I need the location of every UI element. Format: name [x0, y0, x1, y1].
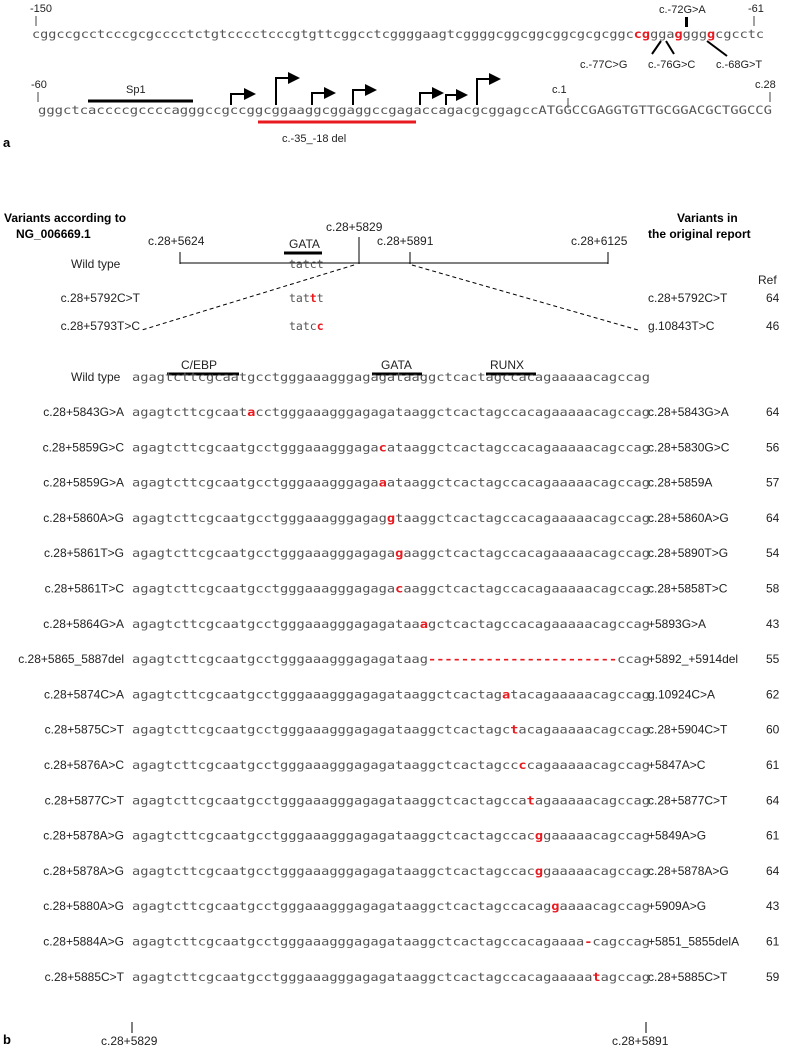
- reference-number: 61: [766, 934, 780, 949]
- wild-type-label: Wild type: [71, 370, 121, 384]
- reference-number: 59: [766, 969, 780, 984]
- row1-end-label: -61: [748, 3, 764, 15]
- mutated-base: a: [419, 616, 427, 631]
- sequence-segment: tatc: [289, 319, 317, 333]
- sequence-segment: cctgggaaagggagagataaggctcactagccacagaaaaacagccag: [255, 405, 588, 419]
- sequence-segment: agagtcttcgcaatgcctgggaaagggagagataaggctcactagcca: [132, 793, 465, 808]
- row2-start-label: -60: [31, 79, 47, 91]
- variant-right-label: c.28+5859A: [648, 475, 713, 490]
- top-wild-sequence: tatct: [289, 257, 324, 271]
- variant-left-label: c.28+5864G>A: [43, 616, 124, 631]
- top-wild-type-label: Wild type: [71, 257, 121, 271]
- panel-a-label: a: [3, 135, 11, 150]
- row1-start-label: -150: [30, 3, 53, 15]
- variant-76: c.-76G>C: [648, 59, 696, 71]
- variant-sequence: [132, 652, 650, 666]
- mutated-base: cg: [633, 27, 648, 41]
- sequence-segment: aaggctcactagccacagaaaaacagccag: [403, 581, 612, 596]
- mutated-base: -----------------------: [427, 652, 588, 667]
- c1-label: c.1: [552, 84, 567, 96]
- ref-header: Ref: [758, 273, 777, 287]
- sequence-segment: agagtcttcgcaatgcctgggaaagggagagataaggctcactagccac: [132, 863, 472, 878]
- variant-right-label: c.28+5904C>T: [648, 722, 728, 737]
- variant-left-label: c.28+5875C>T: [44, 722, 124, 737]
- variant-right-label: +5849A>G: [648, 828, 707, 843]
- variant-left-label: c.28+5861T>G: [43, 546, 124, 561]
- reference-number: 64: [766, 863, 780, 878]
- variant-right-label: +5893G>A: [648, 616, 707, 631]
- marker-76: [666, 41, 674, 54]
- sequence-segment: taaggctcactagccacagaaaaacagccag: [395, 510, 610, 525]
- mutated-base: c: [518, 758, 526, 772]
- zoom-line-right: [412, 265, 638, 330]
- variant-68: c.-68G>T: [716, 59, 763, 71]
- mutated-base: g: [395, 546, 403, 561]
- sequence-segment: cagccag: [592, 934, 641, 949]
- variant-right-label: c.28+5843G>A: [648, 405, 729, 419]
- sequence-segment: agagtcttcgcaatgcctgggaaagggagaga: [132, 546, 354, 561]
- tss-arrows: [231, 72, 501, 105]
- variant-rows: [18, 405, 779, 984]
- variant-left-label: c.28+5865_5887del: [18, 652, 124, 667]
- sequence-segment: ataaggctcactagccacagaaaaacagccag: [386, 440, 609, 455]
- tss-arrow-head: [324, 87, 336, 99]
- motif-runx-label: RUNX: [490, 358, 525, 372]
- variant-right-label: g.10843T>C: [648, 319, 715, 333]
- variant-left-label: c.28+5878A>G: [43, 863, 124, 878]
- sequence-segment: agagtcttcgcaatgcctgggaaagggagagataaggctcactagccac: [132, 828, 472, 843]
- variant-left-label: c.28+5860A>G: [43, 510, 124, 525]
- variant-sequence: [132, 970, 650, 984]
- variant-sequence: [289, 319, 324, 333]
- mutated-base: c: [378, 440, 386, 455]
- deletion-label: c.-35_-18 del: [282, 133, 347, 145]
- mutated-base: a: [247, 405, 255, 419]
- variant-left-label: c.28+5880A>G: [43, 899, 124, 914]
- motif-gata-label: GATA: [381, 358, 412, 372]
- mutated-base: g: [534, 828, 542, 843]
- sequence-segment: agagtcttcgcaatgcctgggaaagggaga: [132, 440, 340, 455]
- mutated-base: g: [551, 899, 559, 914]
- variant-right-label: c.28+5877C>T: [648, 793, 728, 808]
- variant-right-label: c.28+5878A>G: [648, 863, 729, 878]
- tss-arrow: [477, 79, 489, 105]
- mutated-base: g: [386, 510, 394, 525]
- bottom-label-5829: c.28+5829: [101, 1034, 158, 1048]
- variant-sequence: [132, 864, 650, 878]
- reference-number: 57: [766, 475, 780, 490]
- sequence-segment: agccag: [600, 969, 643, 984]
- mutated-base: a: [501, 687, 509, 702]
- sequence-segment: gaaaaacagccag: [543, 863, 634, 878]
- mutated-base: c: [316, 319, 324, 333]
- sequence-segment: cagaaaaacagccag: [526, 758, 631, 772]
- mutated-base: g: [707, 27, 714, 41]
- header-right-line1: Variants in: [677, 211, 738, 225]
- variant-sequence: [132, 687, 650, 701]
- variant-77: c.-77C>G: [580, 59, 628, 71]
- mutated-base: a: [378, 475, 386, 490]
- reference-number: 64: [766, 291, 780, 305]
- variant-sequence: [132, 582, 650, 596]
- motif-cebp-label: C/EBP: [181, 358, 218, 372]
- reference-number: 61: [766, 758, 780, 772]
- sequence-segment: agagtcttcgcaatgcctgggaaagggagagataaggctcactagccacag: [132, 899, 486, 914]
- mutated-base: t: [510, 722, 518, 737]
- sequence-segment: aaaacagccag: [559, 899, 636, 914]
- marker-72: [685, 17, 688, 27]
- pos-5624-label: c.28+5624: [148, 234, 205, 248]
- mutated-base: t: [309, 291, 317, 305]
- pos-5891-label: c.28+5891: [377, 234, 434, 248]
- reference-number: 62: [766, 687, 780, 702]
- sequence-segment: gga: [650, 27, 671, 41]
- mutated-base: g: [674, 27, 682, 41]
- sequence-segment: tat: [289, 291, 310, 305]
- tss-arrow-head: [489, 73, 501, 85]
- reference-number: 43: [766, 899, 780, 914]
- sequence-segment: ataaggctcactagccacagaaaaacagccag: [386, 475, 609, 490]
- reference-number: 54: [766, 546, 780, 561]
- variant-sequence: [132, 617, 650, 631]
- variant-sequence: [132, 899, 650, 913]
- variant-left-label: c.28+5877C>T: [44, 793, 124, 808]
- variant-sequence: [132, 546, 650, 560]
- header-right-line2: the original report: [648, 227, 751, 241]
- sequence-segment: ggg: [682, 27, 704, 41]
- variant-left-label: c.28+5843G>A: [43, 405, 124, 419]
- panel-b: [3, 211, 780, 1048]
- variant-right-label: c.28+5890T>G: [648, 546, 729, 561]
- header-left-line1: Variants according to: [4, 211, 127, 225]
- pos-6125-label: c.28+6125: [571, 234, 628, 248]
- variant-sequence: [132, 935, 650, 949]
- reference-number: 56: [766, 440, 780, 455]
- promoter-sequence: gggctcaccccgccccagggccgccggcggaaggcggaggccgagaccagacgcggagcc: [38, 103, 454, 117]
- header-left-line2: NG_006669.1: [16, 227, 91, 241]
- variant-right-label: c.28+5792C>T: [648, 291, 728, 305]
- variant-left-label: c.28+5792C>T: [60, 291, 140, 305]
- sequence-segment: agagtcttcgcaatgcctgggaaagggagagataag: [132, 652, 382, 667]
- marker-68: [707, 41, 727, 56]
- sequence-segment: agagtcttcgcaatgcctgggaaagggaga: [132, 475, 340, 490]
- variant-sequence: [132, 723, 650, 737]
- variant-sequence: [132, 793, 650, 807]
- variant-right-label: c.28+5830G>C: [648, 440, 730, 455]
- tss-arrow-head: [456, 89, 468, 101]
- mutated-base: c: [395, 581, 403, 596]
- row2-sequence: [38, 103, 772, 117]
- variant-right-label: +5892_+5914del: [648, 652, 739, 667]
- variant-left-label: c.28+5793T>C: [60, 319, 140, 333]
- tss-arrow-head: [365, 84, 377, 96]
- sequence-segment: agagtcttcgcaatgcctgggaaagggagagataaggctcactagccacagaaaa: [132, 934, 513, 949]
- reference-number: 58: [766, 581, 780, 596]
- variant-left-label: c.28+5861T>C: [44, 581, 124, 596]
- reference-number: 55: [766, 652, 780, 667]
- variant-sequence: [132, 405, 650, 419]
- sequence-segment: agaaaaacagccag: [534, 793, 632, 808]
- variant-left-label: c.28+5876A>C: [43, 758, 124, 772]
- variant-sequence: [132, 511, 650, 525]
- variant-left-label: c.28+5874C>A: [43, 687, 124, 702]
- wild-type-sequence: agagtcttcgcaatgcctgggaaagggagagataaggctcactagccacagaaaaacagccag: [132, 370, 650, 384]
- sp1-label: Sp1: [126, 84, 146, 96]
- tss-arrow-head: [432, 87, 444, 99]
- sequence-segment: tacagaaaaacagccag: [510, 687, 628, 702]
- variant-sequence: [289, 291, 324, 305]
- reference-number: 64: [766, 405, 780, 419]
- sequence-segment: agagtcttcgcaat: [132, 405, 229, 419]
- sequence-segment: agagtcttcgcaatgcctgggaaagggagagataaggctcactag: [132, 687, 444, 702]
- top-variant-rows: [61, 291, 780, 333]
- reference-number: 61: [766, 828, 780, 843]
- variant-right-label: c.28+5885C>T: [648, 969, 728, 984]
- variant-72: c.-72G>A: [659, 4, 706, 16]
- variant-right-label: g.10924C>A: [648, 687, 716, 702]
- variant-right-label: +5847A>C: [648, 758, 706, 772]
- mutated-base: t: [526, 793, 534, 808]
- sequence-segment: ccag: [617, 652, 645, 667]
- sequence-segment: t: [316, 291, 324, 305]
- c28-label: c.28: [755, 79, 776, 91]
- sequence-segment: gaaaaacagccag: [543, 828, 634, 843]
- variant-left-label: c.28+5884A>G: [43, 934, 124, 949]
- bottom-label-5891: c.28+5891: [612, 1034, 669, 1048]
- pos-5829-label: c.28+5829: [326, 220, 383, 234]
- sequence-segment: agagtcttcgcaatgcctgggaaagggagagataaggctcactagccacagaaaaa: [132, 969, 520, 984]
- variant-right-label: c.28+5858T>C: [648, 581, 728, 596]
- mutated-base: -: [584, 934, 592, 949]
- variant-left-label: c.28+5885C>T: [44, 969, 124, 984]
- reference-number: 43: [766, 616, 780, 631]
- mutated-base: g: [534, 863, 542, 878]
- row1-sequence: [32, 27, 764, 41]
- marker-77: [652, 41, 661, 54]
- sequence-segment: agagtcttcgcaatgcctgggaaagggagag: [132, 510, 347, 525]
- variant-right-label: +5909A>G: [648, 899, 707, 914]
- sequence-segment: agagtcttcgcaatgcctgggaaagggagaga: [132, 581, 354, 596]
- variant-sequence: [132, 758, 650, 772]
- variant-left-label: c.28+5859G>A: [43, 475, 124, 490]
- variant-sequence: [132, 440, 650, 454]
- coding-sequence: ATGGCCGAGGTGTTGCGGACGCTGGCCG: [538, 103, 733, 117]
- sequence-segment: agagtcttcgcaatgcctgggaaagggagagataa: [132, 616, 375, 631]
- reference-number: 64: [766, 510, 780, 525]
- panel-b-label: b: [3, 1032, 11, 1047]
- mutated-base: t: [592, 969, 600, 984]
- sequence-segment: cgcctc: [715, 27, 757, 41]
- tss-arrow-head: [288, 72, 300, 84]
- variant-sequence: [132, 829, 650, 843]
- top-gata-label: GATA: [289, 237, 320, 251]
- sequence-segment: agagtcttcgcaatgcctgggaaagggagagataaggctcactagcc: [132, 758, 458, 772]
- tss-arrow-head: [244, 88, 256, 100]
- sequence-segment: agagtcttcgcaatgcctgggaaagggagagataaggctcactagc: [132, 722, 451, 737]
- tss-arrow: [276, 78, 288, 105]
- reference-number: 64: [766, 793, 780, 808]
- reference-number: 46: [766, 319, 780, 333]
- variant-right-label: +5851_5855delA: [648, 934, 740, 949]
- sequence-segment: gctcactagccacagaaaaacagccag: [428, 616, 615, 631]
- reference-number: 60: [766, 722, 780, 737]
- variant-left-label: c.28+5859G>C: [42, 440, 124, 455]
- sequence-segment: aaggctcactagccacagaaaaacagccag: [403, 546, 612, 561]
- panel-a: [3, 3, 776, 150]
- variant-right-label: c.28+5860A>G: [648, 510, 729, 525]
- sequence-segment: acagaaaaacagccag: [518, 722, 630, 737]
- variant-left-label: c.28+5878A>G: [43, 828, 124, 843]
- variant-sequence: [132, 476, 650, 490]
- sequence-segment: cggccgcctcccgcgcccctctgtcccctcccgtgttcggcctcggggaagtcggggcggcggcggcgcgcggc: [32, 27, 545, 41]
